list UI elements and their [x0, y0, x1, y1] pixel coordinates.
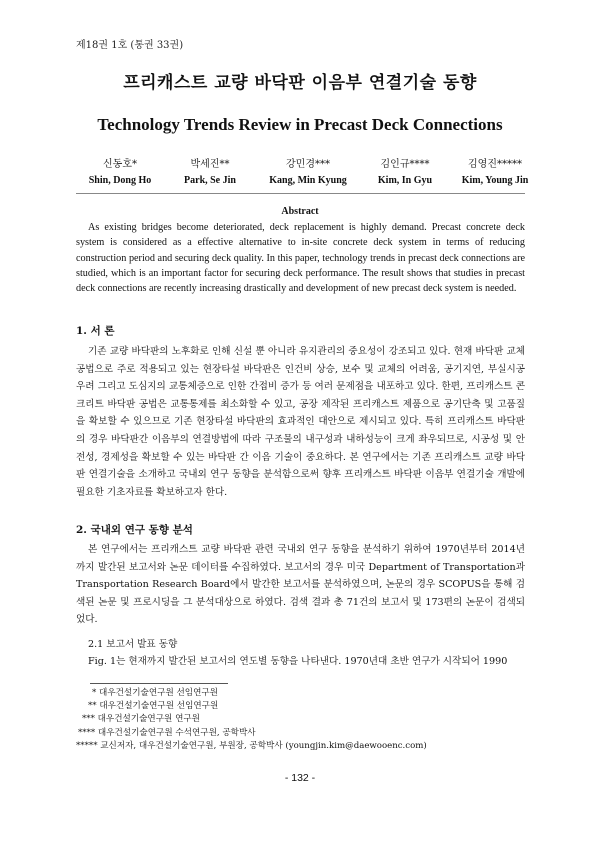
subsection-2-1-body: Fig. 1는 현재까지 발간된 보고서의 연도별 동향을 나타낸다. 1970년대 초반 연구가 시작되어 1990 [88, 656, 508, 667]
footnote-1: * 대우건설기술연구원 선임연구원 [92, 688, 218, 698]
footnote-3: *** 대우건설기술연구원 연구원 [82, 714, 200, 725]
abstract-heading: Abstract [281, 206, 319, 217]
page-number: - 132 - [284, 772, 316, 784]
author-name-korean: 박세진** [190, 159, 230, 170]
title-korean: 프리캐스트 교량 바닥판 이음부 연결기술 동향 [123, 73, 477, 93]
footnote-2: ** 대우건설기술연구원 선임연구원 [88, 701, 219, 712]
author-name-english: Kim, In Gyu [377, 175, 433, 186]
author-5 [445, 155, 545, 186]
author-name-english: Park, Se Jin [184, 175, 236, 186]
section-1-body: 기존 교량 바닥판의 노후화로 인해 신설 뿐 아니라 유지관리의 중요성이 강조되고 있다. 현재 바닥판 교체공법으로 주로 적용되고 있는 현장타설 바닥판은 인건비 상승, 보수 및 교체의 어려움, 공기지연, 부실시공 우려 그리고 도심지의 교통체증으로 인한 간접비 증가 등 여러 문제점을 내포하고 있다. 한편, 프리캐스트 콘크리트 바닥판 공법은 교통통제를 최소화할 수 있고, 공장 제작된 프리캐스트 제품으로 공기단축 및 고품질을 확보할 수 있으므로 기존 현장타설 바닥판의 효과적인 대안으로 제시되고 있다. 특히 프리캐스트 바닥판의 경우 바닥판간 이음부의 연결방법에 따라 구조물의 내구성과 내하성능이 크게 좌우되므로, 시공성 및 안전성, 경제성을 확보할 수 있는 바닥판 간 이음 기술이 중요하다. 본 연구에서는 기존 프리캐스트 교량 바닥판 연결기술을 소개하고 국내외 연구 동향을 분석함으로써 향후 프리캐스트 바닥판 이음부 연결기술 개발에 필요한 기초자료를 확보하고자 한다. [76, 346, 525, 498]
author-name-korean: 신동호* [103, 159, 137, 170]
running-head: 제18권 1호 (통권 33권) [76, 40, 184, 51]
author-name-korean: 강민경*** [286, 159, 330, 170]
subsection-2-1-heading: 2.1 보고서 발표 동향 [88, 639, 178, 650]
author-name-korean: 김영진***** [468, 159, 522, 170]
title-english: Technology Trends Review in Precast Deck Connections [97, 115, 503, 134]
section-2-body: 본 연구에서는 프리캐스트 교량 바닥판 관련 국내외 연구 동향을 분석하기 위하여 1970년부터 2014년까지 발간된 보고서와 논문 데이터를 수집하였다. 보고서의 경우 미국 Department of Transportation과 Transportation Research Board에서 발간한 보고서를 분석하였으며, 논문의 경우 SCOPUS을 통해 검색된 논문 및 프로시딩을 그 분석대상으로 하였다. 검색 결과 총 71건의 보고서 및 173편의 논문이 검색되었다. [76, 544, 525, 626]
section-1-heading: 1. 서 론 [76, 325, 115, 337]
author-1 [70, 155, 170, 186]
section-2-heading: 2. 국내외 연구 동향 분석 [76, 524, 193, 536]
author-name-english: Shin, Dong Ho [88, 175, 152, 186]
author-name-english: Kang, Min Kyung [269, 175, 347, 186]
footnote-divider [90, 683, 228, 684]
footnote-5: ***** 교신저자, 대우건설기술연구원, 부원장, 공학박사 (youngjin.kim@daewooenc.com) [76, 740, 427, 751]
author-4 [355, 155, 455, 186]
abstract-body: As existing bridges become deteriorated, deck replacement is highly demand. Precast concrete deck system is considered as a effective alternative to in-site concrete deck system in terms of reducing construction period and securing deck quality. In this paper, technology trends in precast deck connections are studied, which is an important factor for securing deck performance. The result shows that studies in precast deck connections are recently increasing drastically and development of new precast deck system is needed. [76, 222, 525, 295]
footnotes [76, 687, 427, 753]
header-divider [76, 193, 525, 194]
footnote-4: **** 대우건설기술연구원 수석연구원, 공학박사 [78, 727, 256, 738]
author-3 [258, 155, 358, 186]
author-name-korean: 김인규**** [380, 159, 430, 170]
author-name-english: Kim, Young Jin [461, 175, 529, 186]
author-2 [160, 155, 260, 186]
